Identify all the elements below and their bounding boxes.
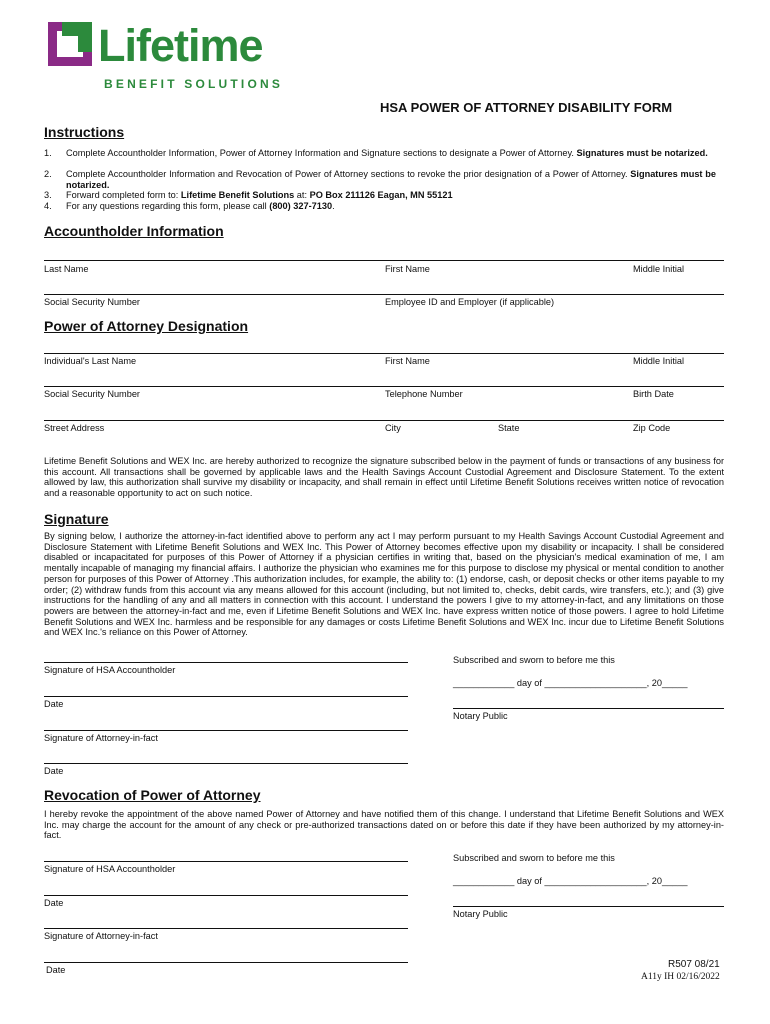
rev-date-line[interactable] [44,895,408,896]
instruction-body: Complete Accountholder Information and Revocation of Power of Attorney sections to revoke the prior designation of a Power of Attorney. [66,169,628,179]
instruction-phone: (800) 327-7130 [269,201,333,211]
instruction-number: 2. [44,169,52,179]
rev-day-of-line[interactable]: ____________ day of ____________________, 20_____ [453,876,688,886]
instruction-bold: Signatures must be notarized. [66,169,716,190]
logo-mark-icon [48,22,92,66]
employee-id-label: Employee ID and Employer (if applicable) [385,297,555,307]
accountholder-name-field[interactable] [44,260,724,261]
instructions-list [44,148,724,214]
revocation-heading: Revocation of Power of Attorney [44,787,261,803]
last-name-label: Last Name [44,264,89,274]
notary-line[interactable] [453,708,724,709]
form-code: R507 08/21 [668,959,720,970]
signature-text: By signing below, I authorize the attorney-in-fact identified above to perform any act I may perform pursuant to my Health Savings Account Custodial Agreement and Disclosure Statement with Lifetime Benefit Solutions and WEX Inc. This Power of Attorney becomes effective upon my disability or incapacity. I shall be considered disabled or incapacitated for purposes of this Power of Attorney if a physician certifies in writing that, based on the physician's medical examination of me, I am mentally incapable of managing my financial affairs. I authorize the physician who examines me for this purpose to disclose my physical or mental condition to another person for purposes of this Power of Attorney .This authorization includes, for example, the ability to: (1) endorse, cash, or deposit checks or other items payable to my order; (2) withdraw funds from this account via any means allowed for this account (including, but not limited to, checks, debit cards, wire transfers, etc.); and (3) give instructions for the handling of any and all matters in connection with this account. I understand the powers I give to my attorney-in-fact, and any limitations on those powers are between the attorney-in-fact and me, even if Lifetime Benefit Solutions and WEX Inc. have express written notice of those powers. I agree to hold Lifetime Benefit Solutions and WEX Inc. harmless and be responsible for any damages or costs Lifetime Benefit Solutions and WEX Inc. incur due to Lifetime Benefit Solutions and WEX Inc.'s reliance on this Power of Attorney. [44,531,724,638]
instructions-heading: Instructions [44,124,125,140]
sig-attorney-label: Signature of Attorney-in-fact [44,733,158,743]
poa-city-label: City [385,423,401,433]
signature-heading: Signature [44,511,109,527]
instruction-body: For any questions regarding this form, please call [66,201,267,211]
poa-ssn-label: Social Security Number [44,389,140,399]
first-name-label: First Name [385,264,430,274]
sig-date-label: Date [44,699,64,709]
rev-subscribed-text: Subscribed and sworn to before me this [453,853,615,863]
accountholder-heading: Accountholder Information [44,223,224,239]
notary-label: Notary Public [453,711,508,721]
instruction-number: 4. [44,201,52,211]
instruction-number: 1. [44,148,52,158]
instruction-text [66,190,716,201]
form-title: HSA POWER OF ATTORNEY DISABILITY FORM [380,100,673,115]
logo-wordmark: Lifetime [98,20,263,71]
day-of-line[interactable]: ____________ day of ____________________, 20_____ [453,678,688,688]
poa-middle-initial-label: Middle Initial [633,356,685,366]
poa-address-field[interactable] [44,420,724,421]
rev-notary-line[interactable] [453,906,724,907]
rev-notary-label: Notary Public [453,909,508,919]
poa-heading: Power of Attorney Designation [44,318,249,334]
poa-last-name-label: Individual's Last Name [44,356,137,366]
instruction-body: Forward completed form to: [66,190,179,200]
instruction-bold: Lifetime Benefit Solutions [180,190,295,200]
instruction-text [66,148,716,159]
poa-ssn-field[interactable] [44,386,724,387]
middle-initial-label: Middle Initial [633,264,685,274]
poa-birth-date-label: Birth Date [633,389,674,399]
accessibility-stamp: A11y IH 02/16/2022 [641,972,720,982]
poa-name-field[interactable] [44,353,724,354]
instruction-bold: Signatures must be notarized. [576,148,708,158]
instruction-body: at: [296,190,308,200]
sig-accountholder-label: Signature of HSA Accountholder [44,665,176,675]
poa-street-label: Street Address [44,423,105,433]
accountholder-ssn-field[interactable] [44,294,724,295]
poa-zip-label: Zip Code [633,423,671,433]
instruction-text [66,169,716,190]
rev-sig-accountholder-line[interactable] [44,861,408,862]
instruction-body: Complete Accountholder Information, Power of Attorney Information and Signature sections to designate a Power of Attorney. [66,148,574,158]
sig-date-line[interactable] [44,696,408,697]
sig-attorney-line[interactable] [44,730,408,731]
rev-sig-attorney-label: Signature of Attorney-in-fact [44,931,158,941]
poa-first-name-label: First Name [385,356,430,366]
rev-attorney-date-line[interactable] [44,962,408,963]
instruction-address: PO Box 211126 Eagan, MN 55121 [309,190,453,200]
rev-sig-attorney-line[interactable] [44,928,408,929]
poa-authorization-text: Lifetime Benefit Solutions and WEX Inc. are hereby authorized to recognize the signature subscribed below in the payment of funds or transactions of any business for this account. All transactions shall be governed by applicable laws and the Health Savings Account Custodial Agreement and Disclosure Statement. To the extent allowed by law, this authorization shall survive my disability or incapacity, and shall remain in effect until Lifetime Benefit Solutions receives written notice of revocation and a reasonable opportunity to act on such notice. [44,456,724,499]
instruction-text [66,201,716,212]
poa-phone-label: Telephone Number [385,389,463,399]
rev-sig-accountholder-label: Signature of HSA Accountholder [44,864,176,874]
subscribed-text: Subscribed and sworn to before me this [453,655,615,665]
sig-accountholder-line[interactable] [44,662,408,663]
instruction-body: . [332,201,335,211]
sig-attorney-date-line[interactable] [44,763,408,764]
sig-attorney-date-label: Date [44,766,64,776]
ssn-label: Social Security Number [44,297,140,307]
poa-state-label: State [498,423,520,433]
rev-attorney-date-label: Date [46,965,66,975]
rev-date-label: Date [44,898,64,908]
logo-subtitle: BENEFIT SOLUTIONS [104,77,284,91]
revocation-text: I hereby revoke the appointment of the above named Power of Attorney and have notified them of this change. I understand that Lifetime Benefit Solutions and WEX Inc. may charge the account for the amount of any check or pre-authorized transactions dated on or before this date if they have been authorized by my attorney-in-fact. [44,809,724,841]
instruction-number: 3. [44,190,52,200]
